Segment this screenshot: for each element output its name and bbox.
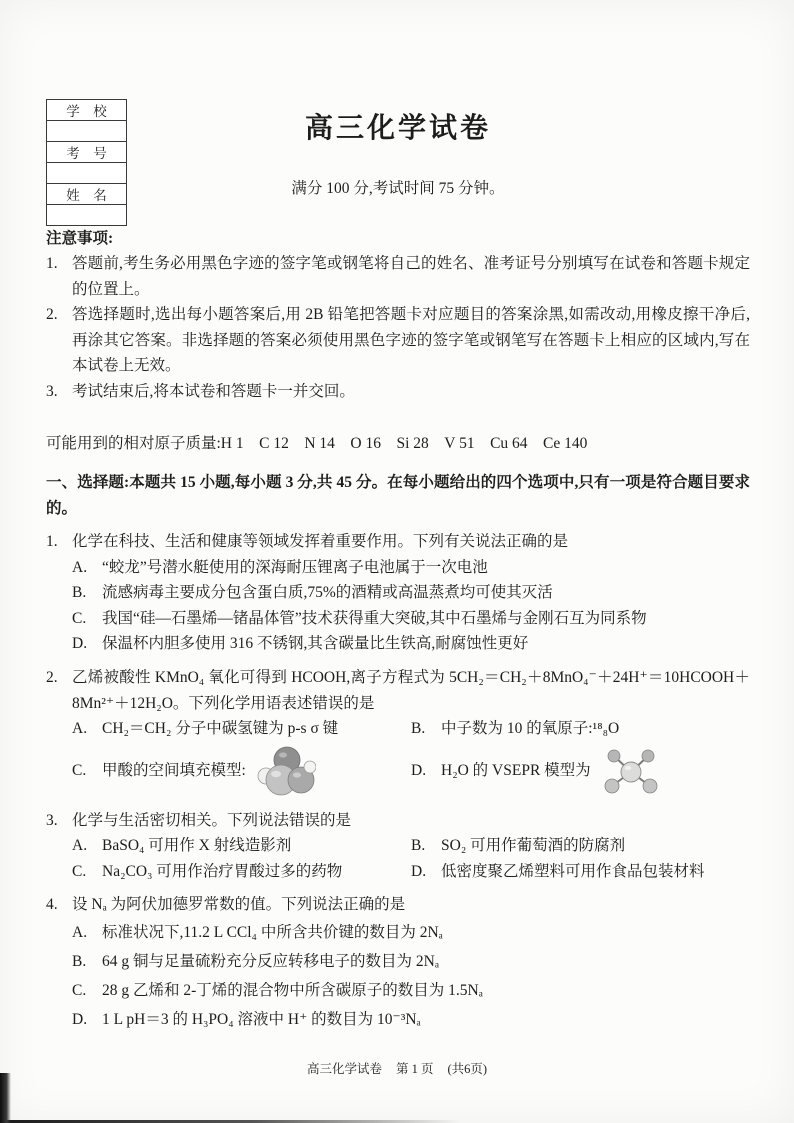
option-row-ab (72, 716, 750, 742)
notice-number: 2. (46, 306, 58, 324)
question-stem-row (46, 892, 750, 918)
page-title: 高三化学试卷 (304, 113, 491, 144)
option-label: A. (72, 558, 88, 576)
option-label: A. (72, 837, 88, 855)
footer-page-total: (共6页) (447, 1062, 488, 1076)
notice-item-2 (46, 302, 750, 379)
info-label-exam-number: 考 号 (47, 142, 127, 163)
page-footer (0, 1059, 794, 1077)
question-options (72, 555, 750, 657)
option-text: CH₂＝CH₂ 分子中碳氢键为 p-s σ 键 (102, 720, 339, 738)
option-label: A. (72, 720, 88, 738)
question-stem: 化学在科技、生活和健康等领域发挥着重要作用。下列有关说法正确的是 (72, 533, 569, 551)
option-a (72, 555, 750, 581)
notice-number: 3. (46, 382, 58, 400)
question-options (72, 918, 750, 1035)
option-text: Na₂CO₃ 可用作治疗胃酸过多的药物 (102, 862, 343, 880)
notice-item-1 (46, 251, 750, 302)
option-row-cd (72, 859, 750, 885)
question-3 (46, 808, 750, 885)
exam-meta-line: 满分 100 分,考试时间 75 分钟。 (291, 179, 505, 197)
question-stem-row (46, 529, 750, 555)
option-text: BaSO₄ 可用作 X 射线造影剂 (102, 837, 292, 855)
option-text: SO₂ 可用作葡萄酒的防腐剂 (441, 837, 626, 855)
notice-number: 1. (46, 255, 58, 273)
option-a (72, 833, 411, 859)
footer-page-number: 第 1 页 (395, 1062, 434, 1076)
info-blank-exam-number (47, 163, 127, 184)
option-label: C. (72, 609, 87, 627)
question-1 (46, 529, 750, 657)
option-label: B. (411, 837, 426, 855)
option-d (411, 745, 750, 797)
option-text: 64 g 铜与足量硫粉充分反应转移电子的数目为 2Nₐ (102, 953, 440, 971)
option-b (72, 947, 750, 976)
option-b (411, 716, 750, 742)
question-stem-row (46, 665, 750, 716)
option-b (72, 580, 750, 606)
option-label: D. (411, 761, 427, 779)
atomic-mass-line: 可能用到的相对原子质量:H 1 C 12 N 14 O 16 Si 28 V 51 Cu 64 Ce 140 (46, 434, 588, 452)
option-c (72, 859, 411, 885)
option-d (411, 859, 750, 885)
option-text: 我国“硅—石墨烯—锗晶体管”技术获得重大突破,其中石墨烯与金刚石互为同系物 (102, 609, 647, 627)
notices-heading: 注意事项: (46, 229, 114, 247)
option-row-cd (72, 742, 750, 800)
info-blank-name (47, 205, 127, 226)
question-4 (46, 892, 750, 1034)
info-label-name: 姓 名 (47, 184, 127, 205)
option-row-ab (72, 833, 750, 859)
option-label: B. (72, 953, 87, 971)
notices-section (46, 226, 750, 405)
question-number: 3. (46, 811, 58, 829)
option-c (72, 606, 750, 632)
question-stem: 化学与生活密切相关。下列说法错误的是 (72, 811, 352, 829)
scan-artifact-bottom-left (0, 1073, 11, 1123)
option-a (72, 918, 750, 947)
formic-acid-space-filling-model (254, 744, 316, 798)
question-2 (46, 665, 750, 800)
option-text: 流感病毒主要成分包含蛋白质,75%的酒精或高温蒸煮均可使其灭活 (102, 584, 553, 602)
notice-text: 答选择题时,选出每小题答案后,用 2B 铅笔把答题卡对应题目的答案涂黑,如需改动,用橡皮擦干净后,再涂其它答案。非选择题的答案必须使用黑色字迹的签字笔或钢笔写在答题卡上相应的区域内,写在本试卷上无效。 (72, 306, 750, 375)
question-number: 2. (46, 669, 58, 687)
option-label: C. (72, 761, 87, 779)
option-text: 甲酸的空间填充模型: (102, 761, 246, 779)
option-c (72, 744, 411, 798)
option-text: 低密度聚乙烯塑料可用作食品包装材料 (441, 862, 705, 880)
info-label-school: 学 校 (47, 100, 127, 121)
option-text: H₂O 的 VSEPR 模型为 (441, 761, 591, 779)
question-options (72, 833, 750, 884)
footer-doc-name: 高三化学试卷 (306, 1062, 382, 1076)
option-a (72, 716, 411, 742)
option-text: 1 L pH＝3 的 H₃PO₄ 溶液中 H⁺ 的数目为 10⁻³Nₐ (102, 1011, 421, 1029)
question-number: 4. (46, 896, 58, 914)
option-b (411, 833, 750, 859)
option-label: B. (411, 720, 426, 738)
h2o-vsepr-model (599, 745, 663, 797)
page-content (46, 0, 750, 1123)
option-label: C. (72, 982, 87, 1000)
option-d (72, 1005, 750, 1034)
option-text: “蛟龙”号潜水艇使用的深海耐压锂离子电池属于一次电池 (102, 558, 488, 576)
question-options (72, 716, 750, 800)
notice-text: 考试结束后,将本试卷和答题卡一并交回。 (72, 382, 355, 400)
question-stem-row (46, 808, 750, 834)
option-text: 中子数为 10 的氧原子:¹⁸₈O (441, 720, 620, 738)
option-label: D. (72, 635, 88, 653)
option-c (72, 976, 750, 1005)
question-stem: 设 Nₐ 为阿伏加德罗常数的值。下列说法正确的是 (72, 896, 406, 914)
option-d (72, 631, 750, 657)
question-stem: 乙烯被酸性 KMnO₄ 氧化可得到 HCOOH,离子方程式为 5CH₂＝CH₂＋8MnO₄⁻＋24H⁺＝10HCOOH＋8Mn²⁺＋12H₂O。下列化学用语表述错误的是 (72, 669, 750, 712)
notice-item-3 (46, 379, 750, 405)
option-label: D. (72, 1011, 88, 1029)
question-number: 1. (46, 533, 58, 551)
option-text: 28 g 乙烯和 2-丁烯的混合物中所含碳原子的数目为 1.5Nₐ (102, 982, 483, 1000)
option-label: B. (72, 584, 87, 602)
option-label: D. (411, 862, 427, 880)
option-label: A. (72, 923, 88, 941)
option-text: 标准状况下,11.2 L CCl₄ 中所含共价键的数目为 2Nₐ (102, 923, 443, 941)
info-blank-school (47, 121, 127, 142)
notice-text: 答题前,考生务必用黑色字迹的签字笔或钢笔将自己的姓名、准考证号分别填写在试卷和答题卡规定的位置上。 (72, 255, 750, 298)
option-text: 保温杯内胆多使用 316 不锈钢,其含碳量比生铁高,耐腐蚀性更好 (102, 635, 529, 653)
section-one-heading: 一、选择题:本题共 15 小题,每小题 3 分,共 45 分。在每小题给出的四个选项中,只有一项是符合题目要求的。 (46, 474, 750, 517)
option-label: C. (72, 862, 87, 880)
student-info-box (46, 99, 127, 226)
